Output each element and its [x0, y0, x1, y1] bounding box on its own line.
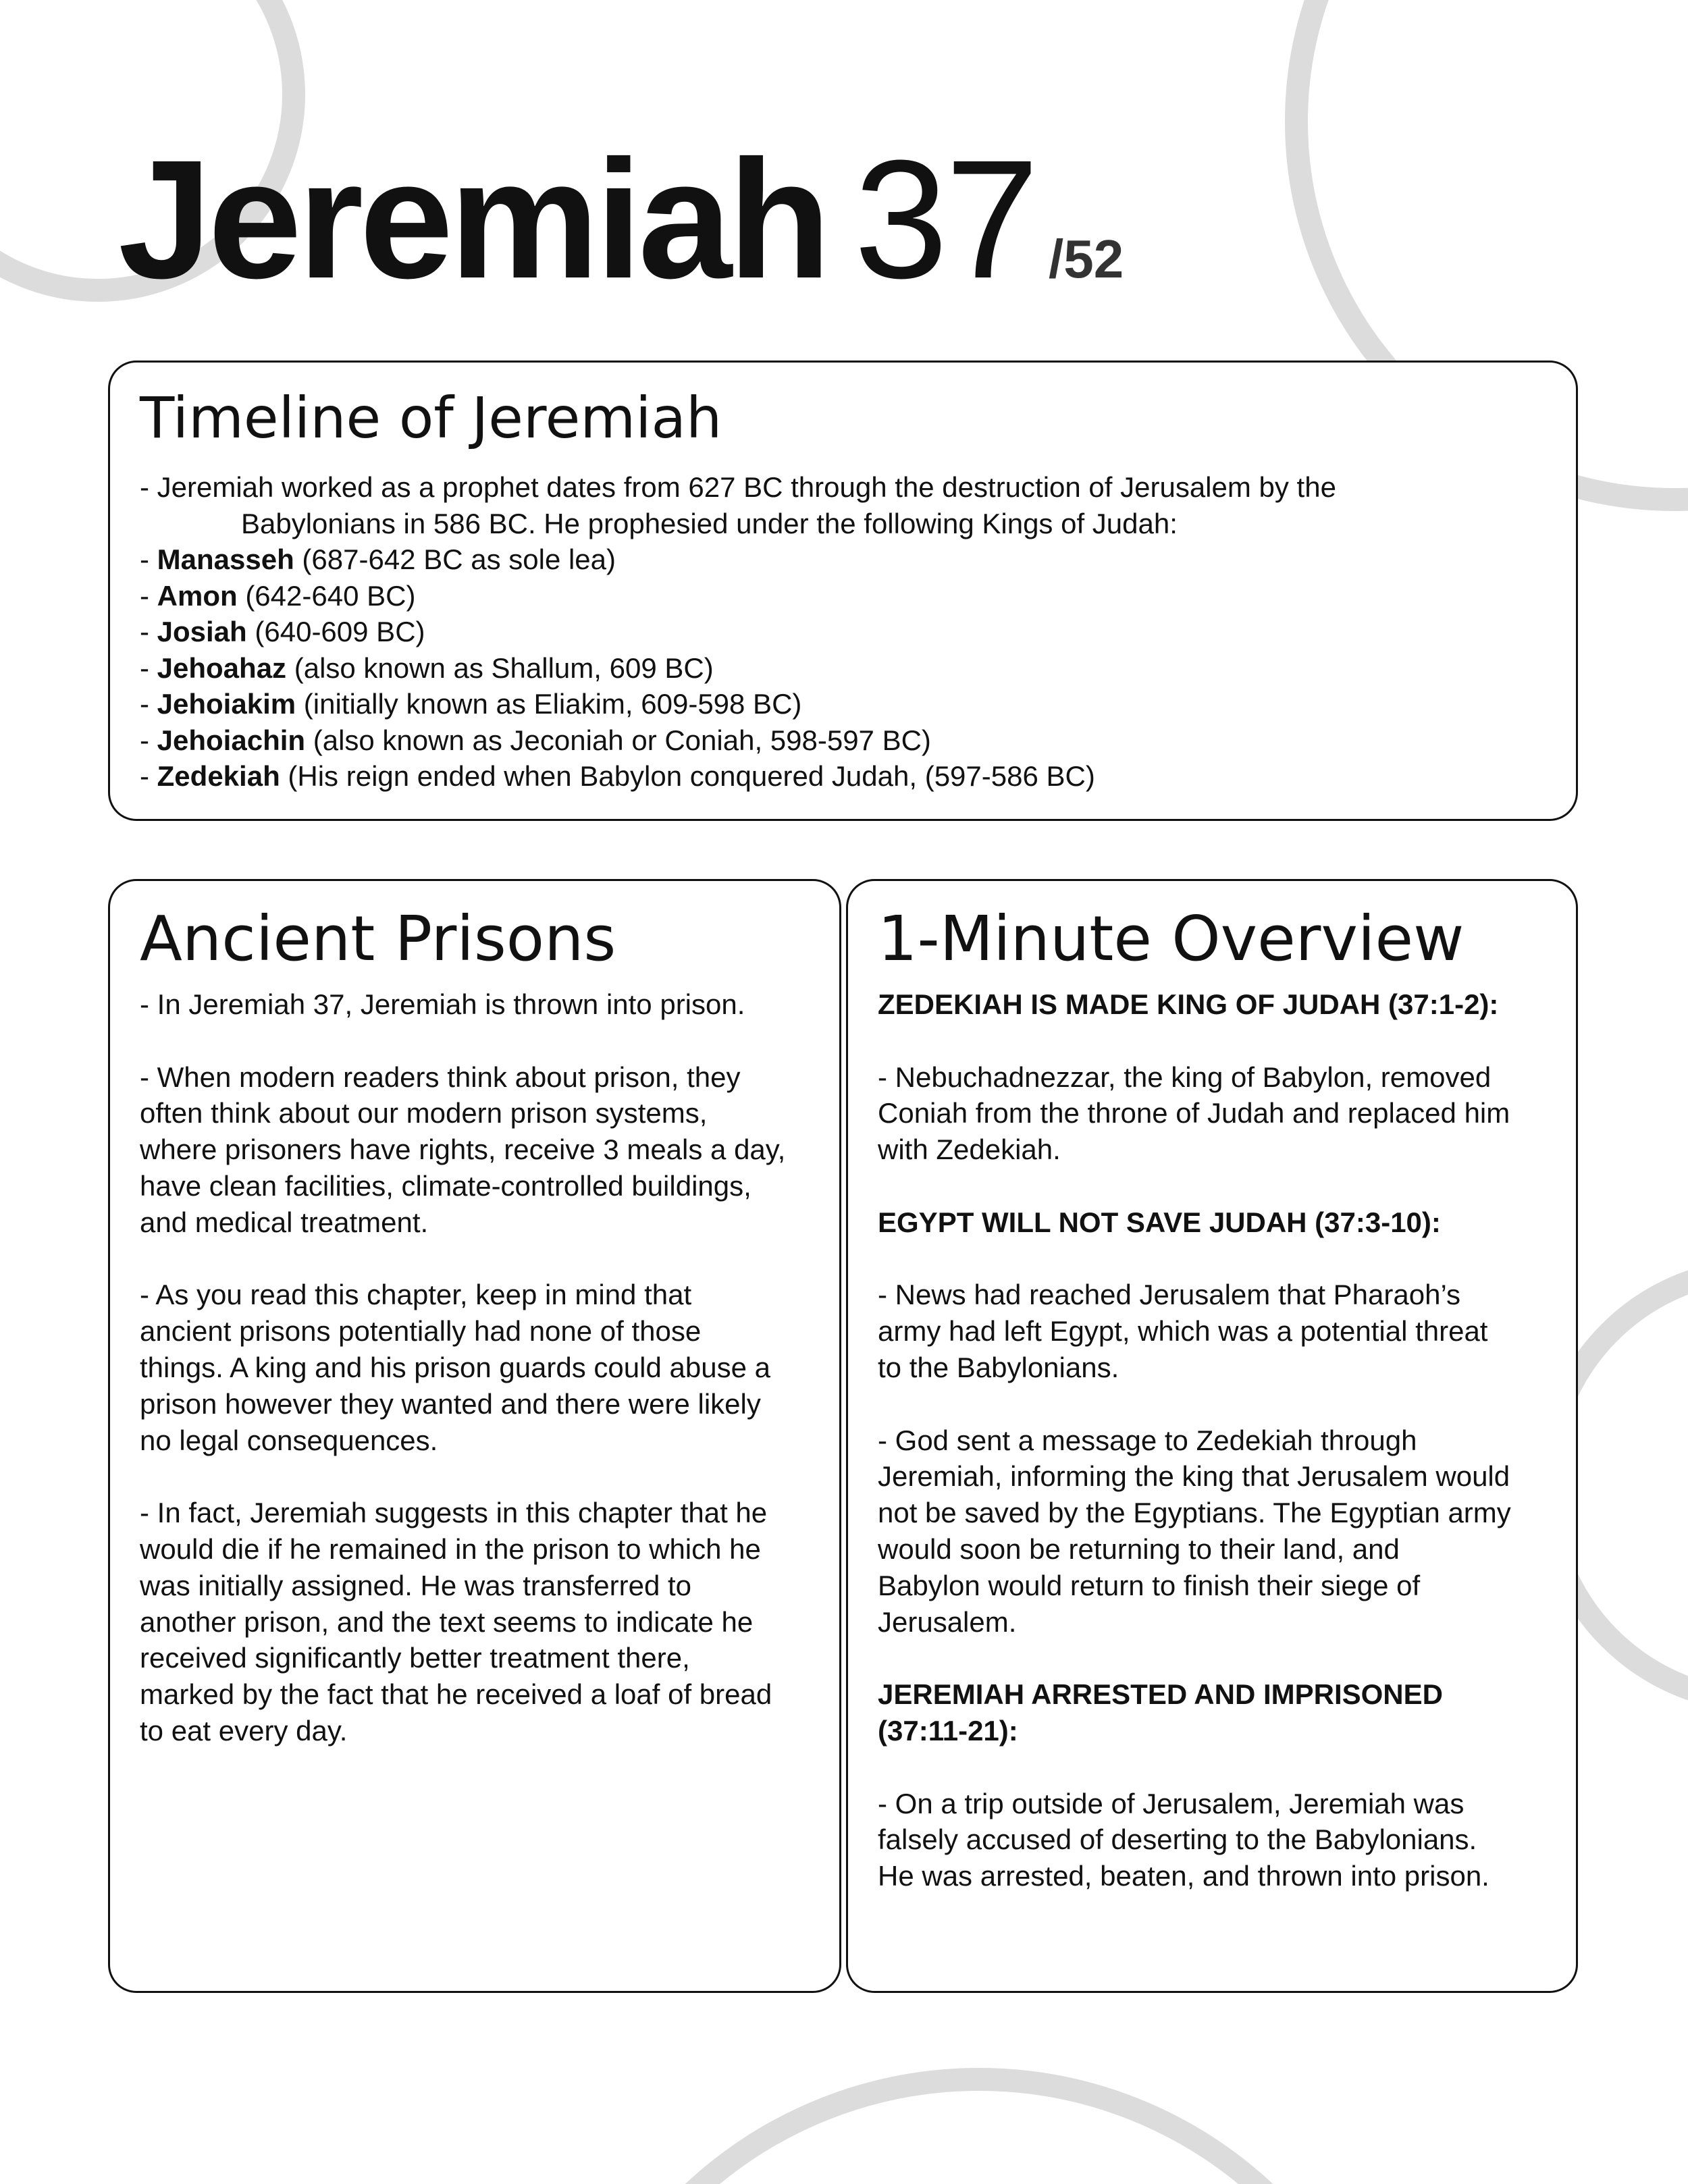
king-name: Jehoiachin	[157, 724, 306, 756]
text-line: another prison, and the text seems to indicate he	[140, 1605, 754, 1638]
text-line: have clean facilities, climate-controlled buildings,	[140, 1169, 751, 1202]
king-detail: (642-640 BC)	[237, 579, 416, 612]
timeline-king-item: - Jehoiakim (initially known as Eliakim, 609-598 BC)	[140, 688, 802, 720]
overview-title: 1-Minute Overview	[878, 903, 1465, 975]
paragraph	[140, 986, 810, 1023]
text-line: was initially assigned. He was transferred to	[140, 1569, 692, 1601]
king-name: Amon	[157, 579, 238, 612]
text-line: things. A king and his prison guards could abuse a	[140, 1351, 770, 1383]
timeline-king-item: - Zedekiah (His reign ended when Babylon conquered Judah, (597-586 BC)	[140, 760, 1095, 792]
king-name: Jehoahaz	[157, 651, 287, 684]
paragraph	[878, 1786, 1546, 1894]
text-line: no legal consequences.	[140, 1424, 438, 1456]
chapter-total: /52	[1048, 229, 1124, 289]
king-detail: (640-609 BC)	[246, 616, 425, 647]
timeline-king-item: - Amon (642-640 BC)	[140, 579, 416, 612]
text-line: to eat every day.	[140, 1714, 348, 1747]
paragraph	[878, 1422, 1546, 1641]
king-detail: (initially known as Eliakim, 609-598 BC)	[296, 688, 802, 720]
paragraph	[140, 1277, 810, 1458]
paragraph	[878, 1277, 1546, 1385]
ancient-prisons-box	[108, 879, 841, 1993]
timeline-intro-line: Babylonians in 586 BC. He prophesied under the following Kings of Judah:	[241, 507, 1178, 539]
text-line: marked by the fact that he received a loaf of bread	[140, 1678, 772, 1711]
text-line: with Zedekiah.	[878, 1134, 1061, 1166]
timeline-king-item: - Jehoahaz (also known as Shallum, 609 BC)	[140, 651, 714, 684]
text-line: JEREMIAH ARRESTED AND IMPRISONED	[878, 1678, 1443, 1711]
section-heading	[878, 1676, 1546, 1749]
king-detail: (also known as Shallum, 609 BC)	[286, 651, 714, 684]
text-line: would soon be returning to their land, and	[878, 1533, 1400, 1565]
overview-body	[878, 986, 1546, 1894]
text-line: often think about our modern prison systems,	[140, 1097, 708, 1129]
king-name: Jehoiakim	[157, 688, 296, 720]
text-line: - In fact, Jeremiah suggests in this chapter that he	[140, 1497, 768, 1529]
timeline-intro-line: - Jeremiah worked as a prophet dates from 627 BC through the destruction of Jerusalem by the	[140, 471, 1336, 503]
text-line: - In Jeremiah 37, Jeremiah is thrown into prison.	[140, 988, 745, 1020]
text-line: ZEDEKIAH IS MADE KING OF JUDAH (37:1-2):	[878, 988, 1499, 1020]
text-line: ancient prisons potentially had none of those	[140, 1315, 702, 1348]
king-name: Zedekiah	[157, 760, 280, 792]
page-title	[118, 125, 1124, 313]
chapter-number: 37	[853, 125, 1036, 313]
timeline-king-item: - Jehoiachin (also known as Jeconiah or Coniah, 598-597 BC)	[140, 724, 931, 756]
king-detail: (His reign ended when Babylon conquered Judah, (597-586 BC)	[280, 760, 1095, 792]
king-name: Josiah	[157, 616, 247, 647]
text-line: - Nebuchadnezzar, the king of Babylon, removed	[878, 1061, 1492, 1093]
timeline-title: Timeline of Jeremiah	[140, 385, 722, 451]
text-line: prison however they wanted and there were likely	[140, 1387, 761, 1420]
ancient-prisons-body	[140, 986, 810, 1749]
section-heading	[878, 986, 1546, 1023]
text-line: falsely accused of deserting to the Babylonians.	[878, 1823, 1477, 1856]
text-line: - As you read this chapter, keep in mind that	[140, 1279, 692, 1311]
paragraph	[878, 1059, 1546, 1168]
king-detail: (also known as Jeconiah or Coniah, 598-597 BC)	[305, 724, 931, 756]
text-line: where prisoners have rights, receive 3 meals a day,	[140, 1134, 786, 1166]
timeline-king-item: - Manasseh (687-642 BC as sole lea)	[140, 543, 616, 575]
ancient-prisons-title: Ancient Prisons	[140, 903, 616, 975]
timeline-box	[108, 361, 1578, 821]
king-detail: (687-642 BC as sole lea)	[294, 543, 616, 575]
text-line: - On a trip outside of Jerusalem, Jeremiah was	[878, 1787, 1465, 1819]
book-name: Jeremiah	[118, 125, 827, 313]
section-heading	[878, 1204, 1546, 1241]
text-line: to the Babylonians.	[878, 1351, 1119, 1383]
text-line: EGYPT WILL NOT SAVE JUDAH (37:3-10):	[878, 1206, 1441, 1238]
king-name: Manasseh	[157, 543, 294, 575]
text-line: Babylon would return to finish their siege of	[878, 1569, 1421, 1601]
ring-bottom	[560, 2079, 1398, 2184]
paragraph	[140, 1059, 810, 1241]
text-line: (37:11-21):	[878, 1714, 1018, 1747]
overview-box	[846, 879, 1578, 1993]
text-line: army had left Egypt, which was a potential threat	[878, 1315, 1488, 1348]
timeline-king-item: - Josiah (640-609 BC)	[140, 616, 425, 647]
text-line: - God sent a message to Zedekiah through	[878, 1424, 1417, 1456]
text-line: Jerusalem.	[878, 1605, 1017, 1638]
text-line: He was arrested, beaten, and thrown into prison.	[878, 1860, 1489, 1892]
text-line: not be saved by the Egyptians. The Egyptian army	[878, 1497, 1511, 1529]
text-line: Jeremiah, informing the king that Jerusalem would	[878, 1460, 1510, 1493]
text-line: and medical treatment.	[140, 1206, 429, 1238]
text-line: would die if he remained in the prison to which he	[140, 1533, 761, 1565]
text-line: - News had reached Jerusalem that Pharaoh’s	[878, 1279, 1461, 1311]
text-line: received significantly better treatment there,	[140, 1642, 690, 1674]
text-line: - When modern readers think about prison, they	[140, 1061, 741, 1093]
paragraph	[140, 1495, 810, 1749]
text-line: Coniah from the throne of Judah and replaced him	[878, 1097, 1510, 1129]
